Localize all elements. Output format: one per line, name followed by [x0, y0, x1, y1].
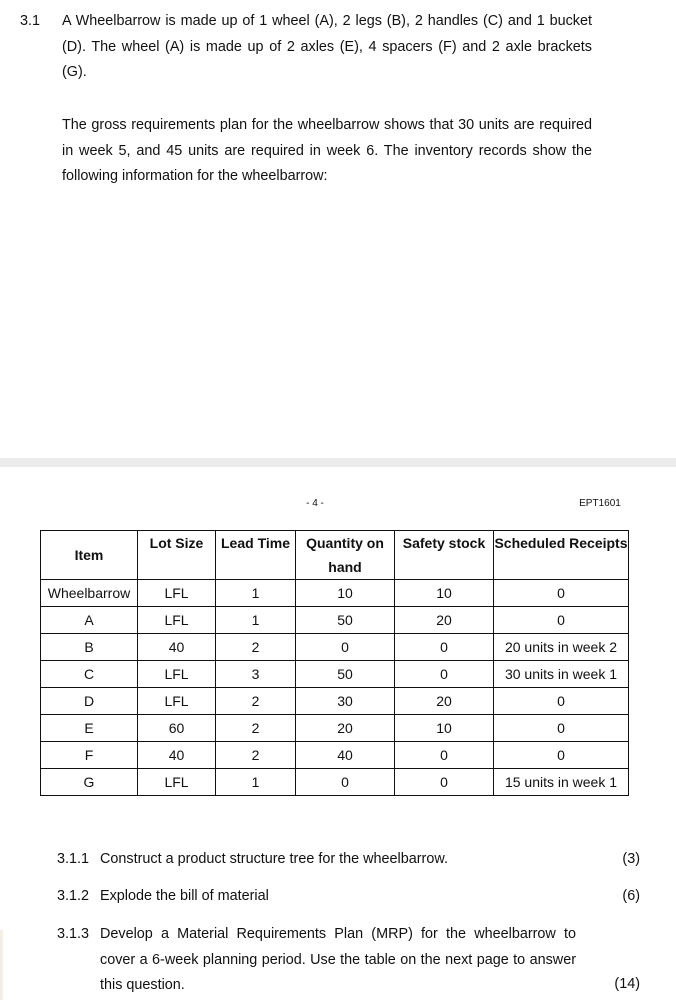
subquestion-text: Explode the bill of material	[100, 888, 269, 904]
cell-safety-stock: 20	[395, 607, 494, 634]
header-lead-time: Lead Time	[216, 531, 296, 580]
cell-scheduled-receipts: 0	[494, 607, 629, 634]
cell-safety-stock: 20	[395, 688, 494, 715]
cell-safety-stock: 0	[395, 742, 494, 769]
table-row	[41, 742, 629, 769]
subquestion-marks: (3)	[622, 851, 640, 867]
cell-scheduled-receipts: 0	[494, 688, 629, 715]
cell-item: F	[41, 742, 138, 769]
cell-item: G	[41, 769, 138, 796]
cell-scheduled-receipts: 0	[494, 742, 629, 769]
cell-lot-size: LFL	[138, 580, 216, 607]
cell-safety-stock: 10	[395, 715, 494, 742]
cell-quantity: 10	[296, 580, 395, 607]
course-code: EPT1601	[579, 498, 621, 509]
table-row	[41, 580, 629, 607]
subquestion-number: 3.1.2	[57, 888, 90, 904]
cell-quantity: 20	[296, 715, 395, 742]
cell-scheduled-receipts: 0	[494, 715, 629, 742]
subquestion-marks: (14)	[614, 976, 640, 992]
cell-lot-size: 60	[138, 715, 216, 742]
cell-lot-size: 40	[138, 634, 216, 661]
cell-scheduled-receipts: 30 units in week 1	[494, 661, 629, 688]
page-number: - 4 -	[306, 498, 324, 509]
cell-quantity: 0	[296, 634, 395, 661]
page-break-divider	[0, 458, 676, 467]
subquestion-text: Develop a Material Requirements Plan (MRP) for the wheelbarrow to cover a 6-week planning period. Use the table on the next page to answer this question.	[100, 926, 576, 993]
cell-lot-size: LFL	[138, 661, 216, 688]
cell-lot-size: LFL	[138, 769, 216, 796]
header-quantity-on-hand: Quantity on hand	[296, 531, 395, 580]
cell-item: Wheelbarrow	[41, 580, 138, 607]
cell-item: A	[41, 607, 138, 634]
table-row	[41, 607, 629, 634]
cell-lot-size: LFL	[138, 688, 216, 715]
subquestion-number: 3.1.1	[57, 851, 90, 867]
table-row	[41, 715, 629, 742]
question-paragraph-1: A Wheelbarrow is made up of 1 wheel (A), 2 legs (B), 2 handles (C) and 1 bucket (D). The wheel (A) is made up of 2 axles (E), 4 spacers (F) and 2 axle brackets (G).	[62, 13, 592, 80]
cell-item: B	[41, 634, 138, 661]
cell-safety-stock: 0	[395, 661, 494, 688]
cell-quantity: 40	[296, 742, 395, 769]
question-number: 3.1	[20, 13, 41, 29]
cell-lead-time: 2	[216, 688, 296, 715]
cell-safety-stock: 0	[395, 769, 494, 796]
question-paragraph-2: The gross requirements plan for the wheelbarrow shows that 30 units are required in week 5, and 45 units are required in week 6. The inventory records show the following information for the wheelbarrow:	[62, 117, 592, 184]
table-row	[41, 688, 629, 715]
subquestion-marks: (6)	[622, 888, 640, 904]
header-scheduled-receipts: Scheduled Receipts	[494, 531, 629, 580]
cell-lead-time: 2	[216, 715, 296, 742]
cell-quantity: 50	[296, 661, 395, 688]
cell-lot-size: 40	[138, 742, 216, 769]
cell-quantity: 0	[296, 769, 395, 796]
cell-lead-time: 1	[216, 607, 296, 634]
cell-lead-time: 3	[216, 661, 296, 688]
cell-quantity: 30	[296, 688, 395, 715]
table-row	[41, 769, 629, 796]
cell-lead-time: 1	[216, 769, 296, 796]
cell-item: D	[41, 688, 138, 715]
inventory-table	[40, 530, 629, 796]
subquestion-number: 3.1.3	[57, 926, 90, 942]
cell-lead-time: 2	[216, 634, 296, 661]
cell-lead-time: 2	[216, 742, 296, 769]
cell-item: C	[41, 661, 138, 688]
header-safety-stock: Safety stock	[395, 531, 494, 580]
cell-scheduled-receipts: 0	[494, 580, 629, 607]
cell-quantity: 50	[296, 607, 395, 634]
table-row	[41, 661, 629, 688]
cell-scheduled-receipts: 20 units in week 2	[494, 634, 629, 661]
subquestion-text: Construct a product structure tree for the wheelbarrow.	[100, 851, 448, 867]
table-row	[41, 634, 629, 661]
cell-safety-stock: 10	[395, 580, 494, 607]
cell-item: E	[41, 715, 138, 742]
cell-scheduled-receipts: 15 units in week 1	[494, 769, 629, 796]
scan-edge-mark	[0, 930, 3, 1000]
header-item: Item	[41, 531, 138, 580]
cell-lot-size: LFL	[138, 607, 216, 634]
table-header-row	[41, 531, 629, 580]
cell-safety-stock: 0	[395, 634, 494, 661]
cell-lead-time: 1	[216, 580, 296, 607]
header-lot-size: Lot Size	[138, 531, 216, 580]
